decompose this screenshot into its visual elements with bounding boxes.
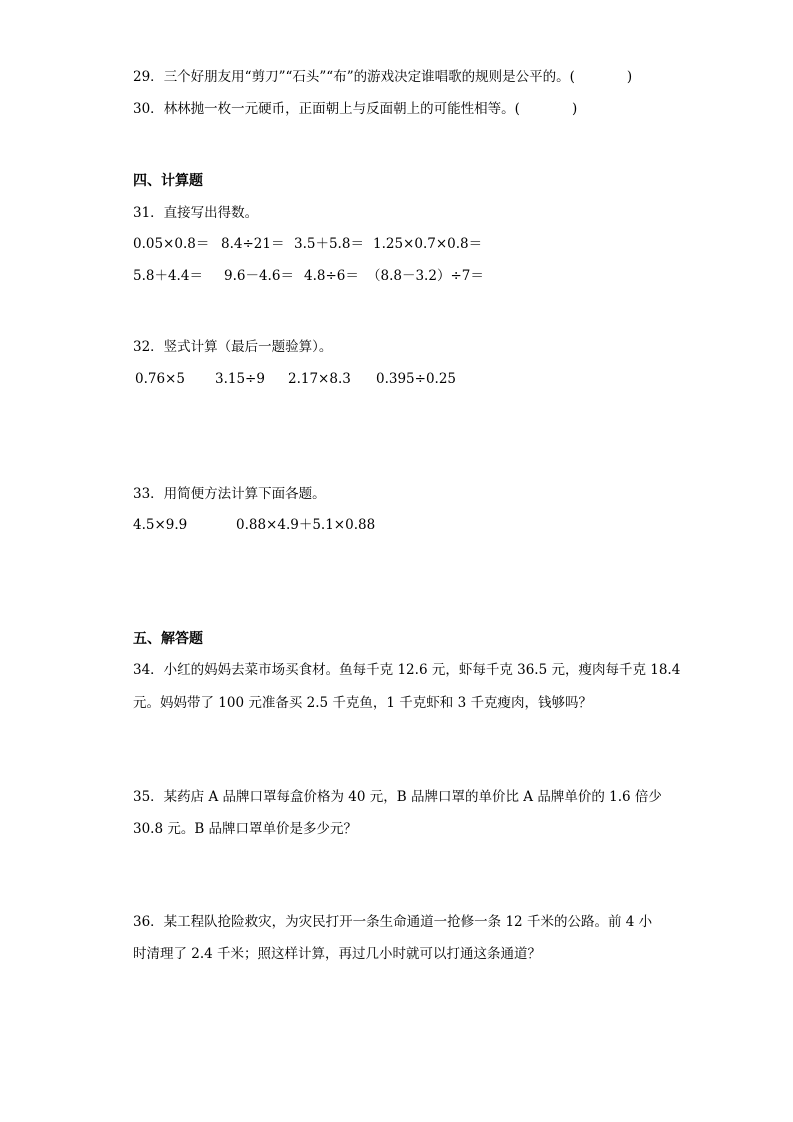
expression: 4.8÷6＝ bbox=[304, 268, 359, 284]
question-text: 林林抛一枚一元硬币，正面朝上与反面朝上的可能性相等。( bbox=[163, 101, 520, 117]
question-35-line: 30.8 元。B 品牌口罩单价是多少元？ bbox=[133, 821, 358, 837]
expression: 5.8＋4.4＝ bbox=[133, 268, 203, 284]
expression: 4.5×9.9 bbox=[133, 517, 188, 533]
question-33-prompt: 33．用简便方法计算下面各题。 bbox=[133, 486, 326, 502]
question-31-prompt: 31．直接写出得数。 bbox=[133, 205, 259, 221]
expression: 0.395÷0.25 bbox=[376, 371, 457, 387]
question-34-line: 34．小红的妈妈去菜市场买食材。鱼每千克 12.6 元，虾每千克 36.5 元，瘦肉每千克 18.4 bbox=[133, 662, 681, 678]
expression: 1.25×0.7×0.8＝ bbox=[373, 236, 483, 252]
question-34-line: 元。妈妈带了 100 元准备买 2.5 千克鱼，1 千克虾和 3 千克瘦肉，钱够吗？ bbox=[133, 695, 592, 711]
question-32-prompt: 32．竖式计算（最后一题验算）。 bbox=[133, 339, 333, 355]
expression: 0.76×5 bbox=[135, 371, 185, 387]
question-36-line: 时清理了 2.4 千米；照这样计算，再过几小时就可以打通这条通道？ bbox=[133, 946, 542, 962]
question-30 bbox=[133, 100, 577, 118]
question-number: 29． bbox=[133, 69, 164, 85]
section-heading-calculation: 四、计算题 bbox=[133, 173, 203, 189]
question-text: 三个好朋友用“剪刀”“石头”“布”的游戏决定谁唱歌的规则是公平的。( bbox=[163, 69, 575, 85]
question-29 bbox=[133, 68, 632, 86]
question-36-line: 36．某工程队抢险救灾，为灾民打开一条生命通道一抢修一条 12 千米的公路。前 4 小 bbox=[133, 914, 653, 930]
expression: 3.5＋5.8＝ bbox=[294, 236, 364, 252]
expression: 0.88×4.9＋5.1×0.88 bbox=[236, 517, 376, 533]
expression: 2.17×8.3 bbox=[288, 371, 351, 387]
expression: 9.6－4.6＝ bbox=[224, 268, 294, 284]
section-heading-word-problems: 五、解答题 bbox=[133, 631, 203, 647]
bracket-close: ) bbox=[571, 101, 578, 117]
question-number: 30． bbox=[133, 101, 164, 117]
expression: 8.4÷21＝ bbox=[221, 236, 285, 252]
expression: （8.8－3.2）÷7＝ bbox=[367, 268, 484, 284]
bracket-close: ) bbox=[626, 69, 633, 85]
expression: 3.15÷9 bbox=[215, 371, 265, 387]
question-35-line: 35．某药店 A 品牌口罩每盒价格为 40 元，B 品牌口罩的单价比 A 品牌单价的 1.6 倍少 bbox=[133, 789, 662, 805]
expression: 0.05×0.8＝ bbox=[133, 236, 210, 252]
